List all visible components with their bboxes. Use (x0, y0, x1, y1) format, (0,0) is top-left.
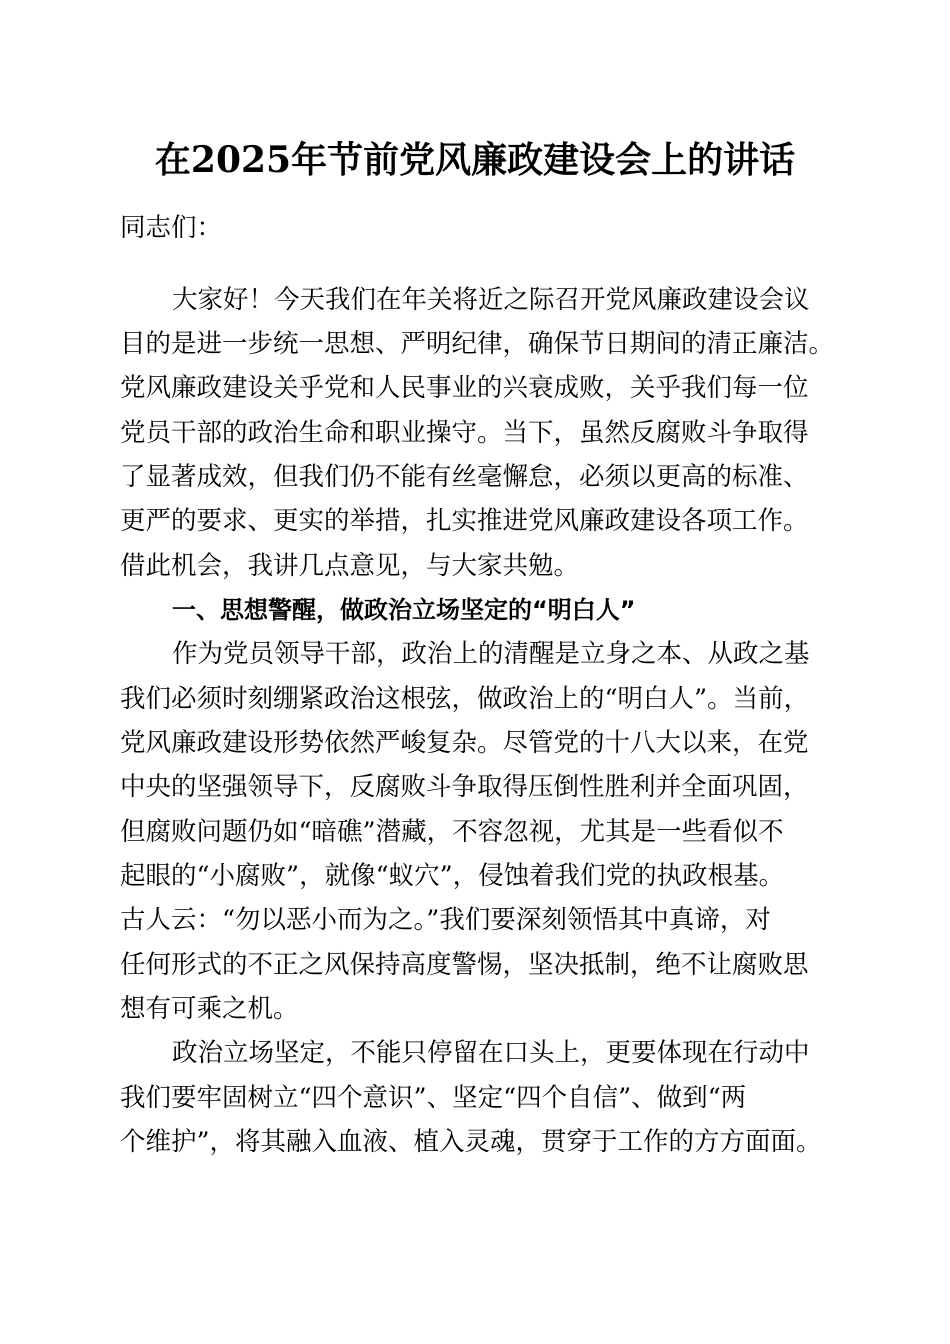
paragraph-2-line-8: 任何形式的不正之风保持高度警惕，坚决抵制，绝不让腐败思 (120, 950, 809, 980)
paragraph-1-line-7: 借此机会，我讲几点意见，与大家共勉。 (120, 551, 580, 581)
paragraph-2-line-2: 我们必须时刻绷紧政治这根弦，做政治上的“明白人”。当前， (120, 684, 810, 714)
salutation: 同志们： (120, 213, 223, 243)
paragraph-2-line-4: 中央的坚强领导下，反腐败斗争取得压倒性胜利并全面巩固， (120, 772, 809, 802)
paragraph-2-line-7: 古人云：“勿以恶小而为之。”我们要深刻领悟其中真谛，对 (120, 905, 771, 935)
paragraph-2-line-9: 想有可乘之机。 (120, 994, 299, 1024)
paragraph-1-line-2: 目的是进一步统一思想、严明纪律，确保节日期间的清正廉洁。 (120, 329, 835, 359)
paragraph-2-line-6: 起眼的“小腐败”，就像“蚁穴”，侵蚀着我们党的执政根基。 (120, 861, 785, 891)
paragraph-1-line-4: 党员干部的政治生命和职业操守。当下，虽然反腐败斗争取得 (120, 418, 809, 448)
paragraph-2-line-1: 作为党员领导干部，政治上的清醒是立身之本、从政之基 (172, 639, 810, 669)
section-1-heading: 一、思想警醒，做政治立场坚定的“明白人” (172, 596, 636, 624)
paragraph-3-line-1: 政治立场坚定，不能只停留在口头上，更要体现在行动中 (172, 1038, 810, 1068)
paragraph-1-line-6: 更严的要求、更实的举措，扎实推进党风廉政建设各项工作。 (120, 506, 809, 536)
paragraph-2-line-3: 党风廉政建设形势依然严峻复杂。尽管党的十八大以来，在党 (120, 728, 809, 758)
document-title: 在2025年节前党风廉政建设会上的讲话 (154, 139, 796, 181)
paragraph-1-line-1: 大家好！今天我们在年关将近之际召开党风廉政建设会议 (172, 285, 810, 315)
paragraph-3-line-2: 我们要牢固树立“四个意识”、坚定“四个自信”、做到“两 (120, 1083, 747, 1113)
paragraph-1-line-3: 党风廉政建设关乎党和人民事业的兴衰成败，关乎我们每一位 (120, 373, 809, 403)
paragraph-3-line-3: 个维护”，将其融入血液、植入灵魂，贯穿于工作的方方面面。 (120, 1127, 822, 1157)
paragraph-1-line-5: 了显著成效，但我们仍不能有丝毫懈怠，必须以更高的标准、 (120, 462, 809, 492)
paragraph-2-line-5: 但腐败问题仍如“暗礁”潜藏，不容忽视，尤其是一些看似不 (120, 817, 784, 847)
